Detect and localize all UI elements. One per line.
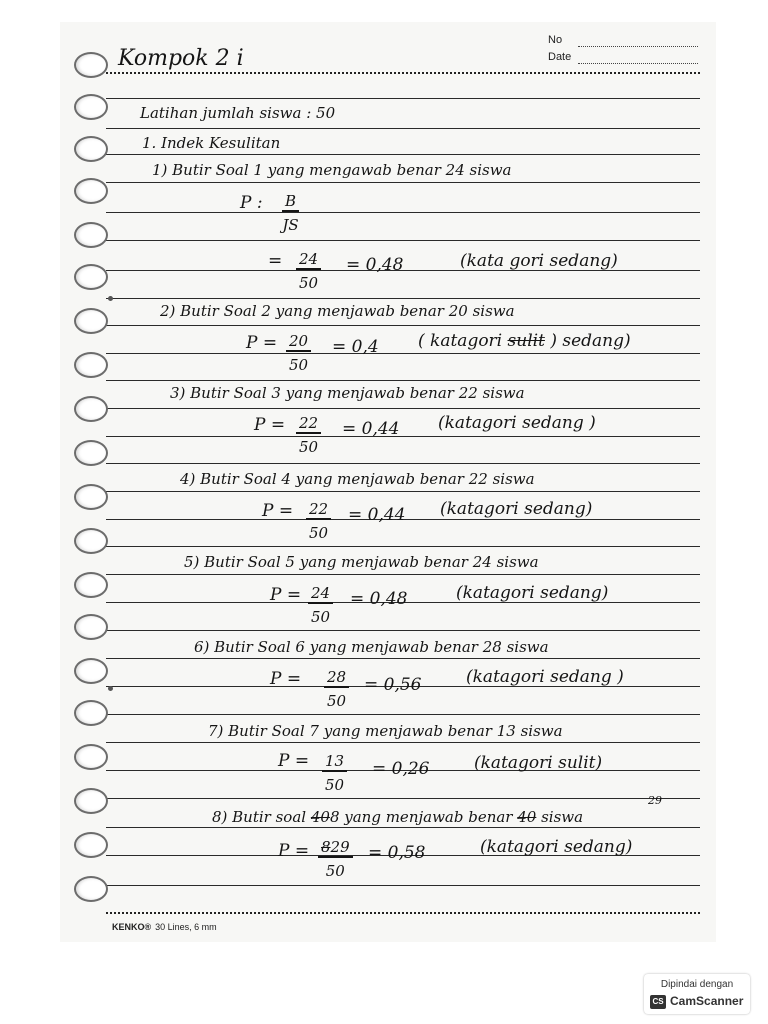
item-1-formula-lhs: P : [240, 193, 263, 213]
fraction-denominator: 50 [325, 776, 345, 794]
binder-ring [74, 94, 108, 120]
fraction-numerator [318, 838, 353, 858]
scanner-caption: Dipindai dengan [660, 979, 734, 990]
ruled-line [106, 436, 700, 437]
heading-text: 8) Butir soal [212, 808, 311, 826]
margin-dot [108, 686, 113, 691]
fraction-denominator: 50 [327, 692, 347, 710]
binder-ring [74, 396, 108, 422]
fraction-denominator: 50 [299, 438, 319, 456]
formula-numerator: B [282, 192, 299, 212]
intro-section-heading: 1. Indek Kesulitan [142, 134, 281, 152]
item-2-category [418, 332, 631, 350]
paper-spec: 30 Lines, 6 mm [155, 922, 217, 932]
no-label: No [548, 34, 563, 46]
item-1-result: = 0,48 [346, 255, 404, 275]
fraction-numerator: 20 [286, 332, 311, 352]
fraction-numerator: 24 [296, 250, 321, 270]
fraction-numerator: 22 [306, 500, 331, 520]
binder-ring [74, 528, 108, 554]
binder-ring [74, 700, 108, 726]
item-6-lhs: P = [270, 669, 302, 689]
category-correction: ) sedang) [544, 331, 631, 351]
ruled-line [106, 408, 700, 409]
ruled-line [106, 353, 700, 354]
item-5-lhs: P = [270, 585, 302, 605]
item-7-result: = 0,26 [372, 759, 430, 779]
ruled-line [106, 798, 700, 799]
ruled-line [106, 546, 700, 547]
ruled-line [106, 182, 700, 183]
item-3-category: (katagori sedang ) [438, 413, 596, 433]
ruled-line [106, 72, 700, 74]
ruled-line [106, 325, 700, 326]
item-7-category: (katagori sulit) [474, 753, 603, 773]
heading-text: siswa [536, 808, 584, 826]
ruled-line [106, 630, 700, 631]
item-5-fraction [308, 584, 333, 626]
item-6-category: (katagori sedang ) [466, 667, 624, 687]
fraction-numerator: 22 [296, 414, 321, 434]
item-6-fraction [324, 668, 349, 710]
ruled-line [106, 714, 700, 715]
crossed-out-word: sulit [507, 331, 545, 351]
numerator-value: 29 [330, 838, 350, 856]
item-3-result: = 0,44 [342, 419, 400, 439]
binder-ring [74, 440, 108, 466]
intro-total-students: Latihan jumlah siswa : 50 [140, 104, 336, 122]
item-8-lhs: P = [278, 841, 310, 861]
ruled-line [106, 154, 700, 155]
scanner-watermark [644, 974, 750, 1014]
fraction-denominator: 50 [289, 356, 309, 374]
crossed-out-number: 40 [517, 808, 537, 826]
binder-ring [74, 572, 108, 598]
item-2-lhs: P = [246, 333, 278, 353]
ruled-line [106, 827, 700, 828]
margin-dot [108, 296, 113, 301]
ruled-line [106, 380, 700, 381]
item-5-category: (katagori sedang) [456, 583, 609, 603]
ruled-line [106, 574, 700, 575]
binder-ring [74, 352, 108, 378]
item-7-fraction [322, 752, 347, 794]
ruled-line [106, 240, 700, 241]
fraction-denominator: 50 [299, 274, 319, 292]
item-2-heading: 2) Butir Soal 2 yang menjawab benar 20 siswa [160, 302, 515, 320]
formula-denominator: JS [282, 216, 299, 234]
ruled-line [106, 298, 700, 299]
ruled-line [106, 463, 700, 464]
binder-ring [74, 484, 108, 510]
notebook-brand [112, 922, 217, 932]
item-4-category: (katagori sedang) [440, 499, 593, 519]
binder-ring [74, 876, 108, 902]
fraction-denominator: 50 [311, 608, 331, 626]
ruled-line [106, 128, 700, 129]
fraction-numerator: 24 [308, 584, 333, 604]
item-2-fraction [286, 332, 311, 374]
crossed-out-digit: 8 [321, 838, 331, 856]
item-4-lhs: P = [262, 501, 294, 521]
item-8-fraction [318, 838, 353, 880]
item-3-lhs: P = [254, 415, 286, 435]
binder-ring [74, 52, 108, 78]
binder-ring [74, 788, 108, 814]
binder-ring [74, 744, 108, 770]
item-1-eq: = [268, 251, 283, 271]
crossed-out-number: 40 [310, 808, 330, 826]
binder-ring [74, 178, 108, 204]
item-8-correction: 29 [648, 794, 662, 807]
fraction-numerator: 28 [324, 668, 349, 688]
heading-text: 8 yang menjawab benar [329, 808, 518, 826]
camscanner-logo-icon: CS [650, 995, 666, 1009]
ruled-line [106, 491, 700, 492]
ruled-line [106, 885, 700, 886]
ruled-line [106, 658, 700, 659]
binder-ring [74, 264, 108, 290]
scanner-name: CamScanner [670, 994, 744, 1008]
item-1-heading: 1) Butir Soal 1 yang mengawab benar 24 siswa [152, 161, 512, 179]
binder-ring [74, 308, 108, 334]
page-title: Kompok 2 i [118, 46, 244, 71]
item-3-fraction [296, 414, 321, 456]
fraction-denominator: 50 [309, 524, 329, 542]
item-5-result: = 0,48 [350, 589, 408, 609]
item-8-result: = 0,58 [368, 843, 426, 863]
item-3-heading: 3) Butir Soal 3 yang menjawab benar 22 siswa [170, 384, 525, 402]
ruled-line [106, 98, 700, 99]
ruled-line [106, 212, 700, 213]
item-7-lhs: P = [278, 751, 310, 771]
brand-name: KENKO® [112, 922, 152, 932]
item-7-heading: 7) Butir Soal 7 yang menjawab benar 13 siswa [208, 722, 563, 740]
fraction-numerator: 13 [322, 752, 347, 772]
item-1-category: (kata gori sedang) [460, 251, 618, 271]
item-5-heading: 5) Butir Soal 5 yang menjawab benar 24 siswa [184, 553, 539, 571]
binder-ring [74, 614, 108, 640]
item-2-result: = 0,4 [332, 337, 379, 357]
item-4-fraction [306, 500, 331, 542]
fraction-denominator: 50 [325, 862, 345, 880]
binder-ring [74, 136, 108, 162]
item-1-fraction [296, 250, 321, 292]
binder-ring [74, 222, 108, 248]
date-label: Date [548, 51, 572, 63]
item-4-heading: 4) Butir Soal 4 yang menjawab benar 22 siswa [180, 470, 535, 488]
item-8-heading [212, 808, 583, 826]
date-line [578, 63, 698, 64]
ruled-line [106, 912, 700, 914]
item-6-result: = 0,56 [364, 675, 422, 695]
binder-ring [74, 832, 108, 858]
item-1-formula-fraction [282, 192, 299, 234]
no-line [578, 46, 698, 47]
ruled-line [106, 742, 700, 743]
category-text: ( katagori [418, 331, 508, 351]
item-8-category: (katagori sedang) [480, 837, 633, 857]
item-4-result: = 0,44 [348, 505, 406, 525]
item-6-heading: 6) Butir Soal 6 yang menjawab benar 28 siswa [194, 638, 549, 656]
binder-ring [74, 658, 108, 684]
